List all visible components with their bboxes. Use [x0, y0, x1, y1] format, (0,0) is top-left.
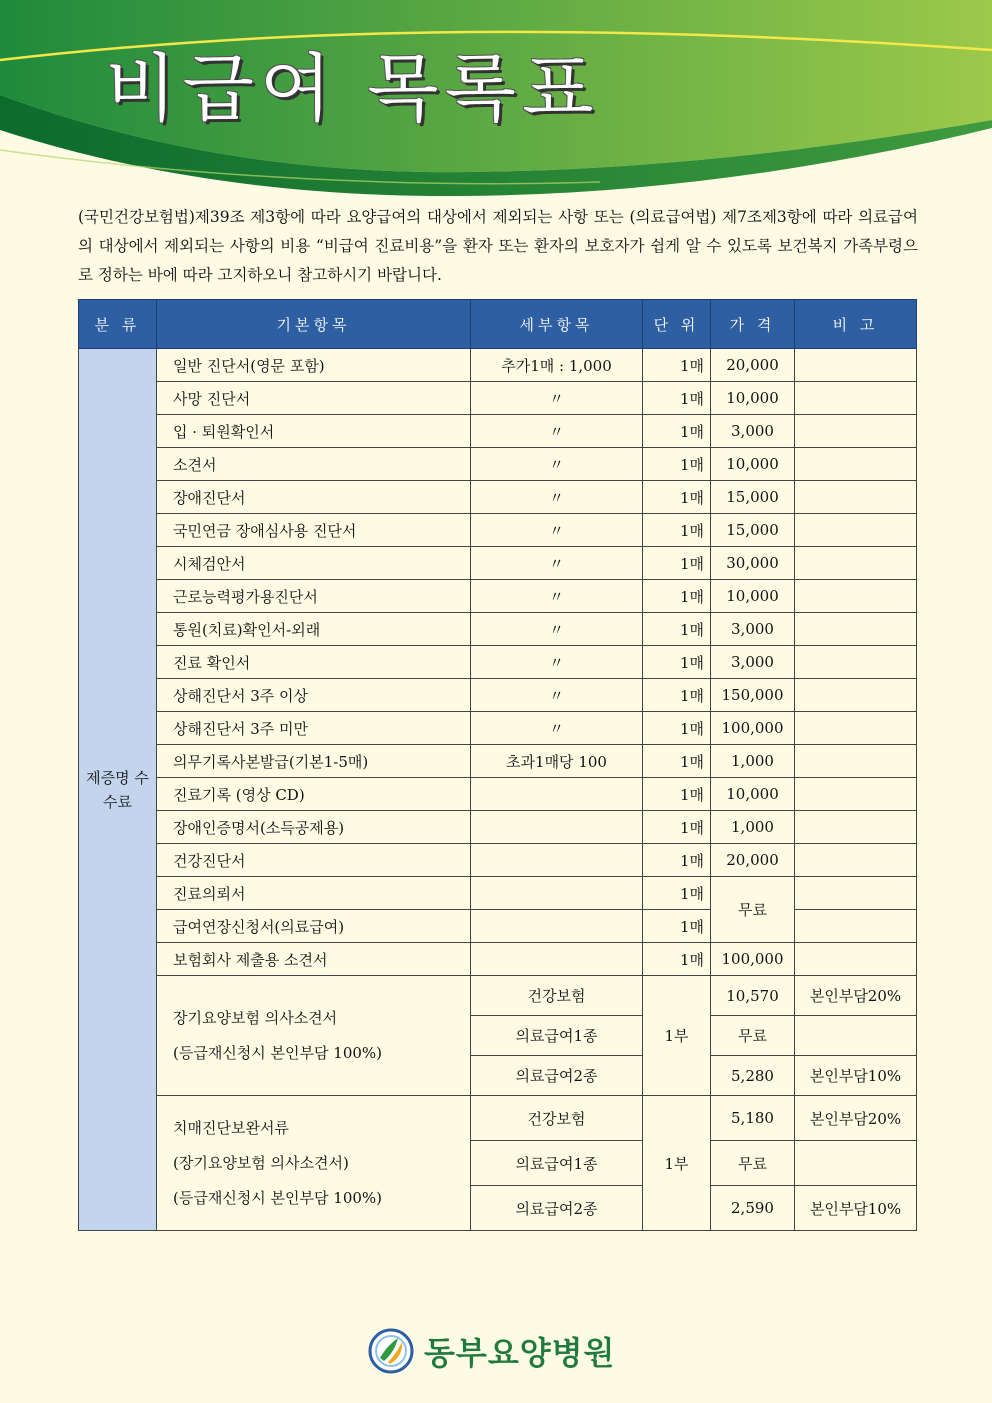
table-row — [79, 943, 917, 976]
unit-cell: 1매 — [643, 877, 711, 910]
item-cell: 상해진단서 3주 이상 — [157, 679, 471, 712]
table-row — [79, 976, 917, 1016]
unit-cell: 1매 — [643, 679, 711, 712]
hospital-logo-icon — [368, 1328, 414, 1374]
item-cell: 진료의뢰서 — [157, 877, 471, 910]
note-cell — [795, 679, 917, 712]
price-cell: 3,000 — [711, 646, 795, 679]
note-cell: 본인부담20% — [795, 976, 917, 1016]
detail-cell: 건강보험 — [471, 1096, 643, 1141]
item-cell: 의무기록사본발급(기본1-5매) — [157, 745, 471, 778]
hospital-name: 동부요양병원 — [424, 1334, 616, 1372]
header-detail: 세부항목 — [471, 300, 643, 349]
note-cell — [795, 745, 917, 778]
note-cell: 본인부담10% — [795, 1186, 917, 1231]
unit-cell: 1매 — [643, 745, 711, 778]
unit-cell: 1매 — [643, 844, 711, 877]
price-cell: 100,000 — [711, 712, 795, 745]
price-cell: 3,000 — [711, 613, 795, 646]
price-cell: 5,180 — [711, 1096, 795, 1141]
table-row — [79, 448, 917, 481]
unit-cell: 1매 — [643, 514, 711, 547]
item-cell: 상해진단서 3주 미만 — [157, 712, 471, 745]
price-cell: 10,000 — [711, 382, 795, 415]
fee-table — [78, 299, 917, 1231]
price-cell: 무료 — [711, 877, 795, 943]
price-cell: 150,000 — [711, 679, 795, 712]
price-cell: 30,000 — [711, 547, 795, 580]
detail-cell: 〃 — [471, 580, 643, 613]
header-category: 분 류 — [79, 300, 157, 349]
item-cell: 사망 진단서 — [157, 382, 471, 415]
table-row — [79, 745, 917, 778]
table-row — [79, 712, 917, 745]
item-cell: 시체검안서 — [157, 547, 471, 580]
table-row — [79, 811, 917, 844]
page-title: 비급여 목록표 — [105, 46, 600, 132]
unit-cell: 1매 — [643, 349, 711, 382]
note-cell — [795, 349, 917, 382]
detail-cell: 의료급여1종 — [471, 1141, 643, 1186]
detail-cell: 〃 — [471, 415, 643, 448]
note-cell — [795, 514, 917, 547]
detail-cell: 〃 — [471, 547, 643, 580]
price-cell: 1,000 — [711, 745, 795, 778]
price-cell: 20,000 — [711, 844, 795, 877]
note-cell — [795, 877, 917, 910]
price-cell: 10,000 — [711, 778, 795, 811]
note-cell — [795, 1141, 917, 1186]
item-cell: 장애인증명서(소득공제용) — [157, 811, 471, 844]
detail-cell: 〃 — [471, 382, 643, 415]
price-cell: 15,000 — [711, 481, 795, 514]
note-cell: 본인부담20% — [795, 1096, 917, 1141]
table-header-row — [79, 300, 917, 349]
item-cell: 장애진단서 — [157, 481, 471, 514]
detail-cell: 의료급여2종 — [471, 1186, 643, 1231]
item-cell: 통원(치료)확인서-외래 — [157, 613, 471, 646]
footer — [368, 1328, 615, 1374]
intro-paragraph: (국민건강보험법)제39조 제3항에 따라 요양급여의 대상에서 제외되는 사항 또는 (의료급여법) 제7조제3항에 따라 의료급여의 대상에서 제외되는 사항의 비용 “비급여 진료비용”을 환자 또는 환자의 보호자가 쉽게 알 수 있도록 보건복지 가족부령으로 정하는 바에 따라 고지하오니 참고하시기 바랍니다. — [78, 208, 918, 284]
note-cell — [795, 547, 917, 580]
item-cell — [157, 1096, 471, 1231]
detail-cell: 추가1매 : 1,000 — [471, 349, 643, 382]
header-note: 비 고 — [795, 300, 917, 349]
category-cell: 제증명 수수료 — [79, 349, 157, 1231]
note-cell — [795, 580, 917, 613]
detail-cell — [471, 778, 643, 811]
item-cell: 진료 확인서 — [157, 646, 471, 679]
note-cell — [795, 844, 917, 877]
unit-cell: 1매 — [643, 910, 711, 943]
table-row — [79, 514, 917, 547]
header-item: 기본항목 — [157, 300, 471, 349]
table-row — [79, 580, 917, 613]
detail-cell — [471, 844, 643, 877]
item-line: (장기요양보험 의사소견서) — [173, 1153, 349, 1172]
item-line: (등급재신청시 본인부담 100%) — [173, 1043, 383, 1062]
price-cell: 무료 — [711, 1016, 795, 1056]
detail-cell: 〃 — [471, 481, 643, 514]
item-cell: 소견서 — [157, 448, 471, 481]
item-cell: 보험회사 제출용 소견서 — [157, 943, 471, 976]
table-row — [79, 646, 917, 679]
detail-cell: 〃 — [471, 613, 643, 646]
note-cell — [795, 415, 917, 448]
unit-cell: 1매 — [643, 382, 711, 415]
detail-cell: 〃 — [471, 514, 643, 547]
price-cell: 2,590 — [711, 1186, 795, 1231]
item-line: 치매진단보완서류 — [173, 1118, 289, 1137]
item-cell: 일반 진단서(영문 포함) — [157, 349, 471, 382]
unit-cell: 1매 — [643, 943, 711, 976]
table-row — [79, 547, 917, 580]
detail-cell: 〃 — [471, 448, 643, 481]
price-cell: 20,000 — [711, 349, 795, 382]
item-cell: 급여연장신청서(의료급여) — [157, 910, 471, 943]
detail-cell — [471, 877, 643, 910]
item-cell: 입 · 퇴원확인서 — [157, 415, 471, 448]
item-cell: 진료기록 (영상 CD) — [157, 778, 471, 811]
item-cell: 근로능력평가용진단서 — [157, 580, 471, 613]
detail-cell — [471, 811, 643, 844]
item-line: 장기요양보험 의사소견서 — [173, 1008, 338, 1027]
price-cell: 5,280 — [711, 1056, 795, 1096]
unit-cell: 1매 — [643, 415, 711, 448]
unit-cell: 1매 — [643, 712, 711, 745]
note-cell — [795, 712, 917, 745]
note-cell — [795, 910, 917, 943]
price-cell: 100,000 — [711, 943, 795, 976]
price-cell: 3,000 — [711, 415, 795, 448]
detail-cell: 〃 — [471, 712, 643, 745]
note-cell — [795, 382, 917, 415]
table-row — [79, 481, 917, 514]
unit-cell: 1매 — [643, 448, 711, 481]
unit-cell: 1매 — [643, 778, 711, 811]
note-cell — [795, 943, 917, 976]
item-cell: 건강진단서 — [157, 844, 471, 877]
note-cell — [795, 613, 917, 646]
detail-cell: 초과1매당 100 — [471, 745, 643, 778]
detail-cell — [471, 910, 643, 943]
note-cell — [795, 778, 917, 811]
table-row — [79, 679, 917, 712]
table-row — [79, 613, 917, 646]
price-cell: 1,000 — [711, 811, 795, 844]
detail-cell — [471, 943, 643, 976]
table-row — [79, 877, 917, 910]
price-cell: 10,000 — [711, 580, 795, 613]
unit-cell: 1부 — [643, 1096, 711, 1231]
header-price: 가 격 — [711, 300, 795, 349]
detail-cell: 건강보험 — [471, 976, 643, 1016]
detail-cell: 〃 — [471, 646, 643, 679]
note-cell — [795, 481, 917, 514]
item-line: (등급재신청시 본인부담 100%) — [173, 1188, 383, 1207]
unit-cell: 1매 — [643, 811, 711, 844]
note-cell — [795, 448, 917, 481]
unit-cell: 1부 — [643, 976, 711, 1096]
item-cell — [157, 976, 471, 1096]
price-cell: 10,000 — [711, 448, 795, 481]
detail-cell: 〃 — [471, 679, 643, 712]
table-row — [79, 778, 917, 811]
table-row — [79, 382, 917, 415]
header-unit: 단 위 — [643, 300, 711, 349]
note-cell: 본인부담10% — [795, 1056, 917, 1096]
detail-cell: 의료급여1종 — [471, 1016, 643, 1056]
note-cell — [795, 1016, 917, 1056]
table-row — [79, 844, 917, 877]
table-row — [79, 415, 917, 448]
table-row — [79, 349, 917, 382]
note-cell — [795, 811, 917, 844]
unit-cell: 1매 — [643, 547, 711, 580]
price-cell: 무료 — [711, 1141, 795, 1186]
unit-cell: 1매 — [643, 481, 711, 514]
unit-cell: 1매 — [643, 580, 711, 613]
item-cell: 국민연금 장애심사용 진단서 — [157, 514, 471, 547]
price-cell: 10,570 — [711, 976, 795, 1016]
note-cell — [795, 646, 917, 679]
price-cell: 15,000 — [711, 514, 795, 547]
table-row — [79, 1096, 917, 1141]
unit-cell: 1매 — [643, 646, 711, 679]
unit-cell: 1매 — [643, 613, 711, 646]
detail-cell: 의료급여2종 — [471, 1056, 643, 1096]
